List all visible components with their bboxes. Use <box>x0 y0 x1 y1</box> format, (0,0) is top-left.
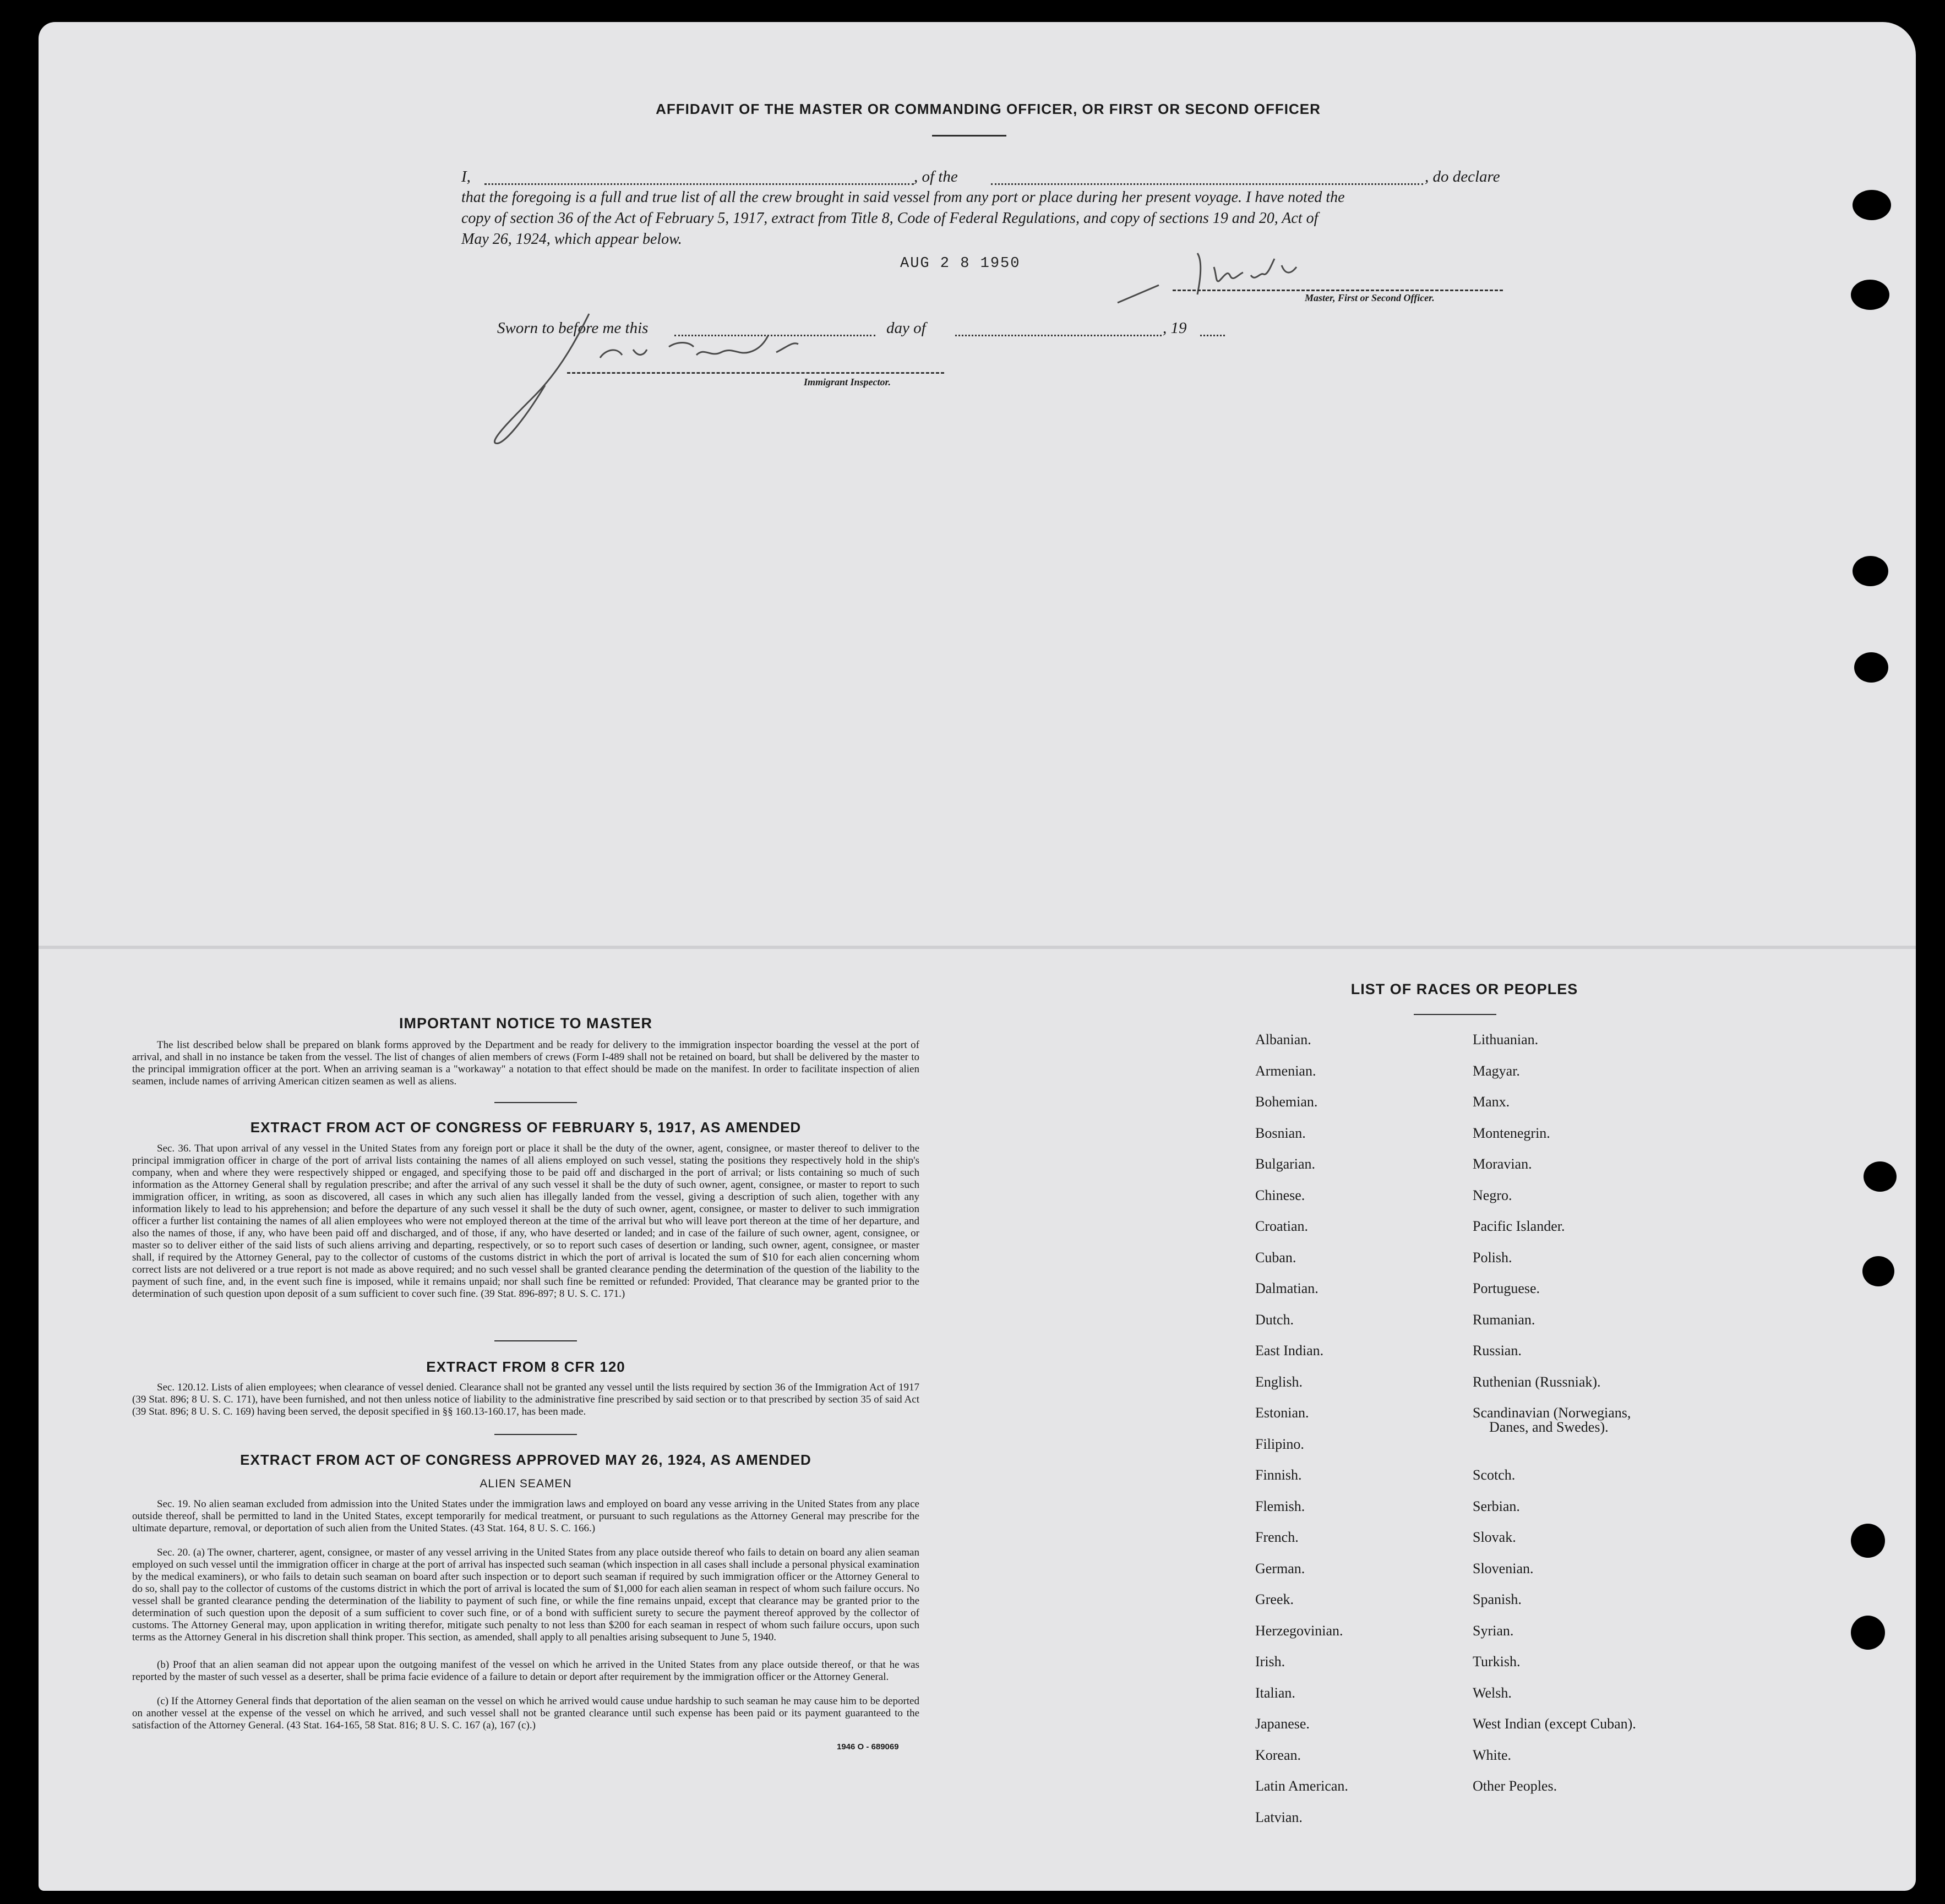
binder-hole <box>1862 1256 1894 1286</box>
sworn-month-field[interactable] <box>955 335 1162 336</box>
race-item: Ruthenian (Russniak). <box>1473 1373 1601 1390</box>
notice-title: IMPORTANT NOTICE TO MASTER <box>399 1015 652 1032</box>
race-item: Manx. <box>1473 1094 1510 1110</box>
binder-hole <box>1851 1616 1885 1650</box>
sworn-year-field[interactable] <box>1200 335 1225 336</box>
title-underline <box>932 135 1006 137</box>
affidavit-body-line2: copy of section 36 of the Act of February 5, 1917, extract from Title 8, Code of Federal Regulations, and copy of sections 19 and 20, Act of <box>461 210 1319 227</box>
race-item: Filipino. <box>1255 1436 1304 1452</box>
binder-hole <box>1853 556 1888 586</box>
race-item: Serbian. <box>1473 1498 1520 1514</box>
race-item: Latvian. <box>1255 1809 1303 1825</box>
race-item: Montenegrin. <box>1473 1125 1550 1141</box>
race-item: German. <box>1255 1560 1305 1576</box>
binder-hole <box>1853 190 1891 220</box>
day-of-label: day of <box>886 319 926 337</box>
affidavit-title: AFFIDAVIT OF THE MASTER OR COMMANDING OFFICER, OR FIRST OR SECOND OFFICER <box>656 101 1321 117</box>
sworn-label: Sworn to before me this <box>497 319 649 337</box>
do-declare-label: , do declare <box>1425 168 1500 186</box>
race-item: Dalmatian. <box>1255 1280 1319 1296</box>
race-item: West Indian (except Cuban). <box>1473 1716 1636 1732</box>
date-stamp: AUG 2 8 1950 <box>900 255 1021 272</box>
extract-cfr-body: Sec. 120.12. Lists of alien employees; when clearance of vessel denied. Clearance shall not be granted any vessel until the lists required by section 36 of the Immigration Act of 1917 (39 Stat. 896; 8 U. S. C. 171), have been furnished, and not then unless notice of liability to the administrative fine prescribed by said section or to that prescribed by section 35 of said Act (39 Stat. 896; 8 U. S. C. 169) having been served, the deposit specified in §§ 160.13-160.17, has been made. <box>132 1382 919 1417</box>
page-fold <box>39 946 1916 949</box>
notice-body: The list described below shall be prepared on blank forms approved by the Department and be ready for delivery to the immigration inspector boarding the vessel at the port of arrival, and shall in no instance be taken from the vessel. The list of changes of alien members of crews (Form I-489 shall not be retained on board, but shall be delivered by the master to the principal immigration officer at the port. When an arriving seaman is a "workaway" a notation to that effect should be made on the manifest. In order to facilitate inspection of alien seamen, include names of arriving American citizen seamen as well as aliens. <box>132 1039 919 1087</box>
race-item: Portuguese. <box>1473 1280 1540 1296</box>
inspector-signature-line[interactable] <box>567 372 944 374</box>
year-label: , 19 <box>1163 319 1187 337</box>
binder-hole <box>1864 1161 1897 1192</box>
race-item: Welsh. <box>1473 1684 1512 1701</box>
alien-seamen-subtitle: ALIEN SEAMEN <box>480 1477 572 1490</box>
race-item: Chinese. <box>1255 1187 1305 1203</box>
inspector-caption: Immigrant Inspector. <box>804 377 891 388</box>
race-item: Finnish. <box>1255 1467 1302 1483</box>
declarant-name-field[interactable] <box>484 183 914 185</box>
race-item: Irish. <box>1255 1654 1285 1670</box>
race-item: Croatian. <box>1255 1218 1309 1234</box>
race-item: Slovenian. <box>1473 1560 1534 1576</box>
race-item: French. <box>1255 1529 1299 1545</box>
race-item: Other Peoples. <box>1473 1778 1557 1794</box>
race-item: Lithuanian. <box>1473 1032 1539 1048</box>
race-item: Bulgarian. <box>1255 1156 1316 1172</box>
race-item: Flemish. <box>1255 1498 1305 1514</box>
race-item: Polish. <box>1473 1249 1512 1265</box>
race-item: Greek. <box>1255 1591 1294 1607</box>
extract-cfr-title: EXTRACT FROM 8 CFR 120 <box>426 1359 625 1375</box>
races-title-underline <box>1414 1014 1496 1015</box>
extract-1917-body: Sec. 36. That upon arrival of any vessel in the United States from any foreign port or place it shall be the duty of the owner, agent, consignee, or master thereof to deliver to the principal immigration officer in charge of the port of arrival lists containing the names of all aliens employed on such vessel, stating the positions they respectively hold in the ship's company, when and where they were respectively shipped or engaged, and specifying those to be paid off and discharged in the port of arrival; or lists containing so much of such information as the Attorney General shall by regulation prescribe; and after the arrival of any such vessel it shall be the duty of such owner, agent, consignee, or master to report to such immigration officer, in writing, as soon as discovered, all cases in which any such alien has illegally landed from the vessel, giving a description of such alien, together with any information likely to lead to his apprehension; and before the departure of any such vessel it shall be the duty of such owner, agent, consignee, or master to deliver to such immigration officer a further list containing the names of all alien employees who were not employed thereon at the time of the arrival but who will leave port thereon at the time of her departure, and also the names of those, if any, who have been paid off and discharged, and of those, if any, who have deserted or landed; and in case of the failure of such owner, agent, consignee, or master so to deliver either of the said lists of such aliens arriving and departing, respectively, or so to report such cases of desertion or landing, such owner, agent, consignee, or master shall, if required by the Attorney General, pay to the collector of customs of the customs district in which the port of arrival is located the sum of $10 for each alien concerning whom correct lists are not delivered or a true report is not made as above required; and no such vessel shall be granted clearance pending the determination of the question of the liability to the payment of such fine, and, in the event such fine is imposed, while it remains unpaid; nor shall such fine be remitted or refunded: Provided, That clearance may be granted prior to the determination of such question upon deposit of a sum sufficient to cover such fine. (39 Stat. 896-897; 8 U. S. C. 171.) <box>132 1143 919 1300</box>
race-item: Korean. <box>1255 1747 1301 1763</box>
race-item: Moravian. <box>1473 1156 1532 1172</box>
race-item: Russian. <box>1473 1343 1522 1359</box>
race-item: Bosnian. <box>1255 1125 1306 1141</box>
section-divider <box>494 1434 577 1435</box>
race-item: Magyar. <box>1473 1062 1520 1079</box>
declarant-label: I, <box>461 168 471 186</box>
binder-hole <box>1851 1524 1885 1558</box>
print-code: 1946 O - 689069 <box>837 1742 899 1752</box>
affidavit-body-line3: May 26, 1924, which appear below. <box>461 231 682 248</box>
race-item: Japanese. <box>1255 1716 1310 1732</box>
race-item: East Indian. <box>1255 1343 1324 1359</box>
of-the-label: , of the <box>914 168 958 186</box>
extract-1917-title: EXTRACT FROM ACT OF CONGRESS OF FEBRUARY 5, 1917, AS AMENDED <box>250 1119 802 1136</box>
race-item: Rumanian. <box>1473 1311 1535 1328</box>
race-item: Herzegovinian. <box>1255 1622 1343 1639</box>
sec20a-body: Sec. 20. (a) The owner, charterer, agent, consignee, or master of any vessel arriving in the United States from any place outside thereof who fails to detain on board any alien seaman employed on such vessel until the immigration officer in charge at the port of arrival has inspected such seaman (which inspection in all cases shall include a personal physical examination by the medical examiners), or who fails to detain such seaman on board after such inspection or to deport such seaman if required by such immigration officer or the Attorney General to do so, shall pay to the collector of customs of the customs district in which the port of arrival is located the sum of $1,000 for each alien seaman in respect of whom such failure occurs. No vessel shall be granted clearance pending the determination of the liability to payment of such fine, or while the fine remains unpaid, except that clearance may be granted prior to the determination of such question upon the deposit of a sum sufficient to cover such fine, or of a bond with sufficient surety to secure the payment thereof approved by the collector of customs. The Attorney General may, upon application in writing therefor, mitigate such penalty to not less than $200 for each seaman in respect of whom such failure occurs, upon such terms as the Attorney General in his discretion shall think proper. This section, as amended, shall apply to all penalties arising subsequent to June 5, 1940. <box>132 1547 919 1643</box>
race-item: Albanian. <box>1255 1032 1311 1048</box>
race-item: Syrian. <box>1473 1622 1514 1639</box>
race-item: Latin American. <box>1255 1778 1348 1794</box>
section-divider <box>494 1102 577 1103</box>
race-item: Turkish. <box>1473 1654 1521 1670</box>
binder-hole <box>1854 652 1888 683</box>
binder-hole <box>1851 280 1889 310</box>
section-divider <box>494 1340 577 1341</box>
extract-1924-title: EXTRACT FROM ACT OF CONGRESS APPROVED MAY 26, 1924, AS AMENDED <box>240 1452 811 1468</box>
vessel-name-field[interactable] <box>991 183 1423 185</box>
race-item: Armenian. <box>1255 1062 1316 1079</box>
race-item: White. <box>1473 1747 1512 1763</box>
race-item: Scotch. <box>1473 1467 1516 1483</box>
race-item: Pacific Islander. <box>1473 1218 1565 1234</box>
sec19-body: Sec. 19. No alien seaman excluded from admission into the United States under the immigration laws and employed on board any vesse arriving in the United States from any place outside thereof, shall be permitted to land in the United States, except temporarily for medical treatment, or pursuant to such regulations as the Attorney General may prescribe for the ultimate departure, removal, or deportation of such alien from the United States. (43 Stat. 164, 8 U. S. C. 166.) <box>132 1498 919 1534</box>
race-item: English. <box>1255 1373 1303 1390</box>
sec20b-body: (b) Proof that an alien seaman did not appear upon the outgoing manifest of the vessel on which he arrived in the United States from any place outside thereof, or that he was reported by the master of such vessel as a deserter, shall be prima facie evidence of a failure to detain or deport after requirement by the immigration officer or the Attorney General. <box>132 1659 919 1683</box>
master-signature-line[interactable] <box>1173 290 1503 291</box>
race-item: Slovak. <box>1473 1529 1516 1545</box>
race-item: Dutch. <box>1255 1311 1294 1328</box>
sec20c-body: (c) If the Attorney General finds that deportation of the alien seaman on the vessel on which he arrived would cause undue hardship to such seaman he may cause him to be deported on another vessel at the expense of the vessel on which he arrived, and such vessel shall not be granted clearance until such expense has been paid or its payment guaranteed to the satisfaction of the Attorney General. (43 Stat. 164-165, 58 Stat. 816; 8 U. S. C. 167 (a), 167 (c).) <box>132 1695 919 1731</box>
race-item: Spanish. <box>1473 1591 1522 1607</box>
race-item: Estonian. <box>1255 1405 1309 1421</box>
master-caption: Master, First or Second Officer. <box>1305 292 1435 303</box>
race-item-continuation: Danes, and Swedes). <box>1489 1419 1609 1435</box>
race-item: Italian. <box>1255 1684 1295 1701</box>
affidavit-body-line1: that the foregoing is a full and true list of all the crew brought in said vessel from any port or place during her present voyage. I have noted the <box>461 189 1345 206</box>
race-item: Negro. <box>1473 1187 1512 1203</box>
race-item: Cuban. <box>1255 1249 1296 1265</box>
races-title: LIST OF RACES OR PEOPLES <box>1350 981 1578 997</box>
race-item: Scandinavian (Norwegians, <box>1473 1405 1631 1421</box>
race-item: Bohemian. <box>1255 1094 1318 1110</box>
